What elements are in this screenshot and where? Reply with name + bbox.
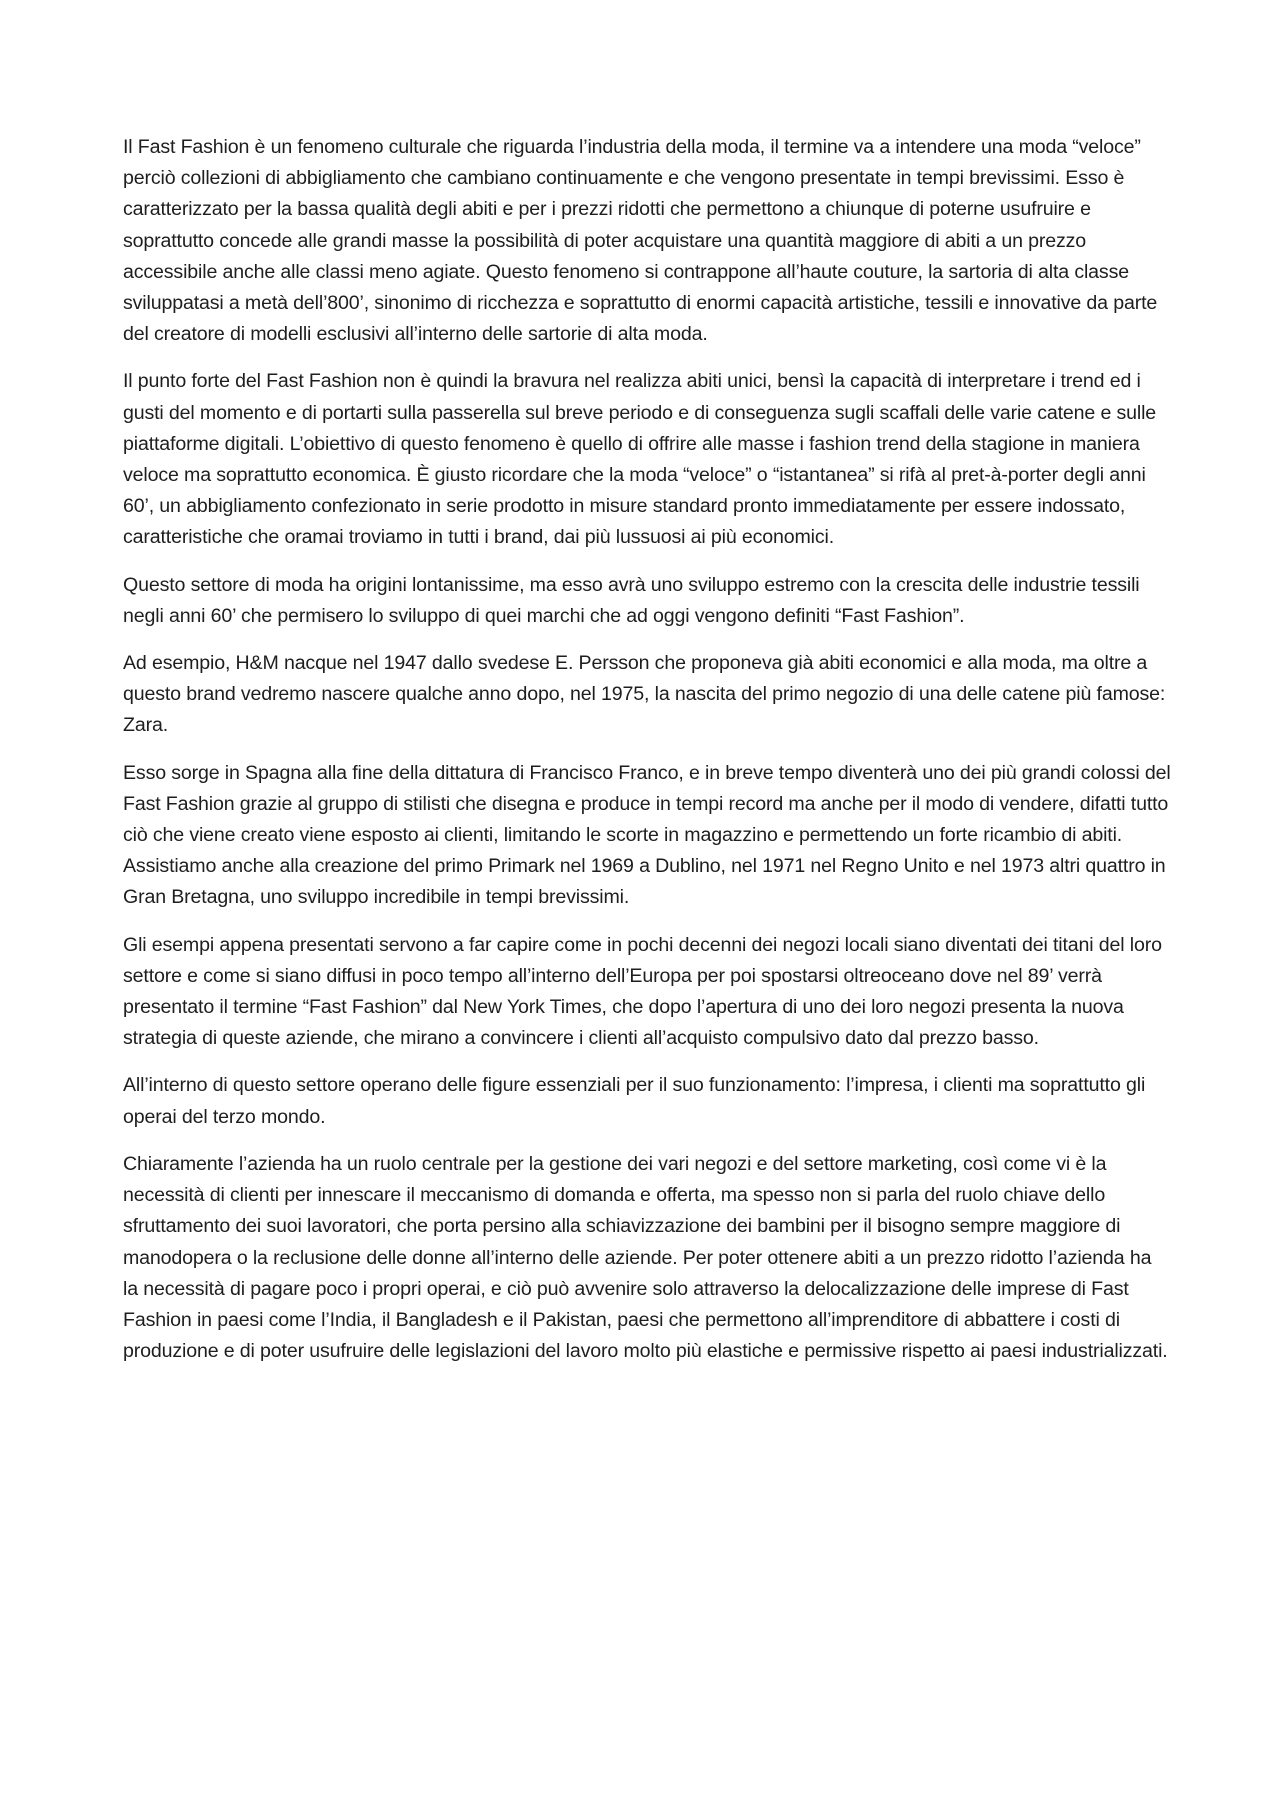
paragraph-hm-zara: Ad esempio, H&M nacque nel 1947 dallo svedese E. Persson che proponeva già abiti economici e alla moda, ma oltre a questo brand vedremo nascere qualche anno dopo, nel 1975, la nascita del primo negozio di una delle catene più famose: Zara. — [123, 652, 1166, 737]
paragraph-origins: Questo settore di moda ha origini lontanissime, ma esso avrà uno sviluppo estremo con la crescita delle industrie tessili negli anni 60’ che permisero lo sviluppo di quei marchi che ad oggi vengono definiti “Fast Fashion”. — [123, 573, 1140, 627]
paragraph-examples-nyt: Gli esempi appena presentati servono a far capire come in pochi decenni dei negozi locali siano diventati dei titani del loro settore e come si siano diffusi in poco tempo all’interno dell’Europa per poi spostarsi oltreoceano dove nel 89’ verrà presentato il termine “Fast Fashion” dal New York Times, che dopo l’apertura di uno dei loro negozi presenta la nuova strategia di queste aziende, che mirano a convincere i clienti all’acquisto compulsivo dato dal prezzo basso. — [123, 933, 1162, 1050]
paragraph-zara-primark: Esso sorge in Spagna alla fine della dittatura di Francisco Franco, e in breve tempo diventerà uno dei più grandi colossi del Fast Fashion grazie al gruppo di stilisti che disegna e produce in tempi record ma anche per il modo di vendere, difatti tutto ciò che viene creato viene esposto ai clienti, limitando le scorte in magazzino e permettendo un forte ricambio di abiti. Assistiamo anche alla creazione del primo Primark nel 1969 a Dublino, nel 1971 nel Regno Unito e nel 1973 altri quattro in Gran Bretagna, uno sviluppo incredibile in tempi brevissimi. — [123, 761, 1171, 909]
paragraph-intro-fast-fashion: Il Fast Fashion è un fenomeno culturale che riguarda l’industria della moda, il termine va a intendere una moda “veloce” perciò collezioni di abbigliamento che cambiano continuamente e che vengono presentate in tempi brevissimi. Esso è caratterizzato per la bassa qualità degli abiti e per i prezzi ridotti che permettono a chiunque di poterne usufruire e soprattutto concede alle grandi masse la possibilità di poter acquistare una quantità maggiore di abiti a un prezzo accessibile anche alle classi meno agiate. Questo fenomeno si contrappone all’haute couture, la sartoria di alta classe sviluppatasi a metà dell’800’, sinonimo di ricchezza e soprattutto di enormi capacità artistiche, tessili e innovative da parte del creatore di modelli esclusivi all’interno delle sartorie di alta moda. — [123, 136, 1158, 346]
paragraph-key-figures: All’interno di questo settore operano delle figure essenziali per il suo funzionamento: l’impresa, i clienti ma soprattutto gli operai del terzo mondo. — [123, 1074, 1146, 1128]
paragraph-strength-of-fast-fashion: Il punto forte del Fast Fashion non è quindi la bravura nel realizza abiti unici, bensì la capacità di interpretare i trend ed i gusti del momento e di portarti sulla passerella sul breve periodo e di conseguenza sugli scaffali delle varie catene e sulle piattaforme digitali. L’obiettivo di questo fenomeno è quello di offrire alle masse i fashion trend della stagione in maniera veloce ma soprattutto economica. È giusto ricordare che la moda “veloce” o “istantanea” si rifà al pret-à-porter degli anni 60’, un abbigliamento confezionato in serie prodotto in misure standard pronto immediatamente per essere indossato, caratteristiche che oramai troviamo in tutti i brand, dai più lussuosi ai più economici. — [123, 370, 1157, 549]
document-page — [123, 132, 1171, 1383]
paragraph-worker-exploitation: Chiaramente l’azienda ha un ruolo centrale per la gestione dei vari negozi e del settore marketing, così come vi è la necessità di clienti per innescare il meccanismo di domanda e offerta, ma spesso non si parla del ruolo chiave dello sfruttamento dei suoi lavoratori, che porta persino alla schiavizzazione dei bambini per il bisogno sempre maggiore di manodopera o la reclusione delle donne all’interno delle aziende. Per poter ottenere abiti a un prezzo ridotto l’azienda ha la necessità di pagare poco i propri operai, e ciò può avvenire solo attraverso la delocalizzazione delle imprese di Fast Fashion in paesi come l’India, il Bangladesh e il Pakistan, paesi che permettono all’imprenditore di abbattere i costi di produzione e di poter usufruire delle legislazioni del lavoro molto più elastiche e permissive rispetto ai paesi industrializzati. — [123, 1152, 1168, 1363]
